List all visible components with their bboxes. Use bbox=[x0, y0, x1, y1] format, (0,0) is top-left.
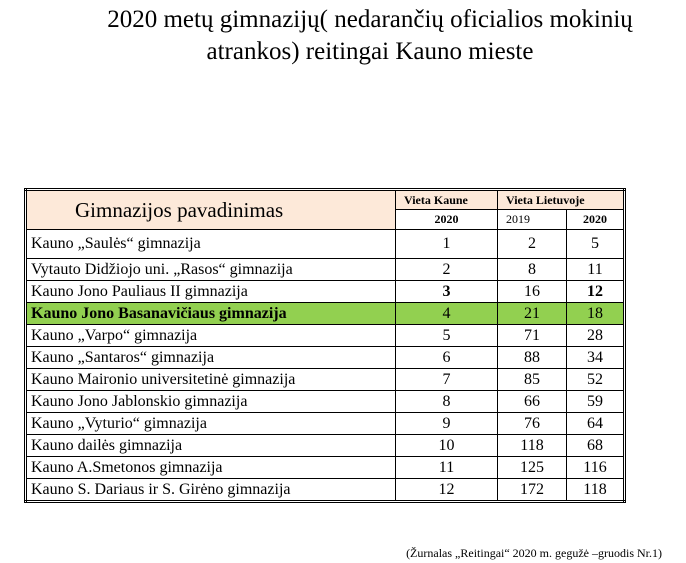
city-rank: 7 bbox=[396, 369, 498, 391]
page-title bbox=[30, 4, 686, 68]
rank-2019: 172 bbox=[498, 479, 567, 502]
rank-2020: 64 bbox=[567, 413, 625, 435]
city-rank: 6 bbox=[396, 347, 498, 369]
city-rank: 8 bbox=[396, 391, 498, 413]
rank-2020: 18 bbox=[567, 303, 625, 325]
rank-2019: 88 bbox=[498, 347, 567, 369]
city-rank: 5 bbox=[396, 325, 498, 347]
rank-2019: 16 bbox=[498, 281, 567, 303]
table-row bbox=[26, 259, 625, 281]
rank-2019: 21 bbox=[498, 303, 567, 325]
city-rank: 10 bbox=[396, 435, 498, 457]
rank-2020: 11 bbox=[567, 259, 625, 281]
city-rank: 3 bbox=[396, 281, 498, 303]
rank-2020: 5 bbox=[567, 230, 625, 259]
rank-2020: 118 bbox=[567, 479, 625, 502]
rank-2019: 8 bbox=[498, 259, 567, 281]
city-rank: 2 bbox=[396, 259, 498, 281]
rank-2019: 118 bbox=[498, 435, 567, 457]
source-note: (Žurnalas „Reitingai“ 2020 m. gegužė –gruodis Nr.1) bbox=[406, 546, 662, 560]
school-name: Kauno Jono Pauliaus II gimnazija bbox=[26, 281, 396, 303]
city-rank: 1 bbox=[396, 230, 498, 259]
table-row bbox=[26, 347, 625, 369]
school-name: Kauno dailės gimnazija bbox=[26, 435, 396, 457]
header-year-2020: 2020 bbox=[567, 210, 625, 230]
rank-2020: 28 bbox=[567, 325, 625, 347]
city-rank: 9 bbox=[396, 413, 498, 435]
rank-2020: 34 bbox=[567, 347, 625, 369]
table-row-highlighted bbox=[26, 303, 625, 325]
rank-2020: 52 bbox=[567, 369, 625, 391]
city-rank: 11 bbox=[396, 457, 498, 479]
rank-2020: 68 bbox=[567, 435, 625, 457]
city-rank: 12 bbox=[396, 479, 498, 502]
title-line-2: atrankos) reitingai Kauno mieste bbox=[206, 38, 534, 65]
header-country-rank: Vieta Lietuvoje bbox=[498, 190, 625, 210]
school-name: Kauno A.Smetonos gimnazija bbox=[26, 457, 396, 479]
table-row bbox=[26, 435, 625, 457]
ranking-table bbox=[24, 188, 626, 503]
title-line-1: 2020 metų gimnazijų( nedarančių oficialios mokinių bbox=[107, 6, 633, 33]
table-row bbox=[26, 230, 625, 259]
school-name: Kauno „Saulės“ gimnazija bbox=[26, 230, 396, 259]
rank-2019: 76 bbox=[498, 413, 567, 435]
school-name: Kauno Jono Basanavičiaus gimnazija bbox=[26, 303, 396, 325]
rank-2019: 71 bbox=[498, 325, 567, 347]
header-year-2019: 2019 bbox=[498, 210, 567, 230]
rank-2019: 85 bbox=[498, 369, 567, 391]
header-row bbox=[26, 190, 625, 210]
rank-2020: 12 bbox=[567, 281, 625, 303]
city-rank: 4 bbox=[396, 303, 498, 325]
rank-2020: 116 bbox=[567, 457, 625, 479]
table-row bbox=[26, 281, 625, 303]
table-row bbox=[26, 391, 625, 413]
school-name: Kauno „Vyturio“ gimnazija bbox=[26, 413, 396, 435]
header-year-city: 2020 bbox=[396, 210, 498, 230]
rank-2019: 2 bbox=[498, 230, 567, 259]
school-name: Kauno Maironio universitetinė gimnazija bbox=[26, 369, 396, 391]
school-name: Kauno Jono Jablonskio gimnazija bbox=[26, 391, 396, 413]
table-row bbox=[26, 479, 625, 502]
table-row bbox=[26, 413, 625, 435]
rank-2020: 59 bbox=[567, 391, 625, 413]
rank-2019: 125 bbox=[498, 457, 567, 479]
school-name: Kauno „Santaros“ gimnazija bbox=[26, 347, 396, 369]
rank-2019: 66 bbox=[498, 391, 567, 413]
school-name: Vytauto Didžiojo uni. „Rasos“ gimnazija bbox=[26, 259, 396, 281]
header-school-name: Gimnazijos pavadinimas bbox=[26, 190, 396, 230]
table-row bbox=[26, 369, 625, 391]
table-row bbox=[26, 457, 625, 479]
header-city-rank: Vieta Kaune bbox=[396, 190, 498, 210]
school-name: Kauno „Varpo“ gimnazija bbox=[26, 325, 396, 347]
table-row bbox=[26, 325, 625, 347]
school-name: Kauno S. Dariaus ir S. Girėno gimnazija bbox=[26, 479, 396, 502]
